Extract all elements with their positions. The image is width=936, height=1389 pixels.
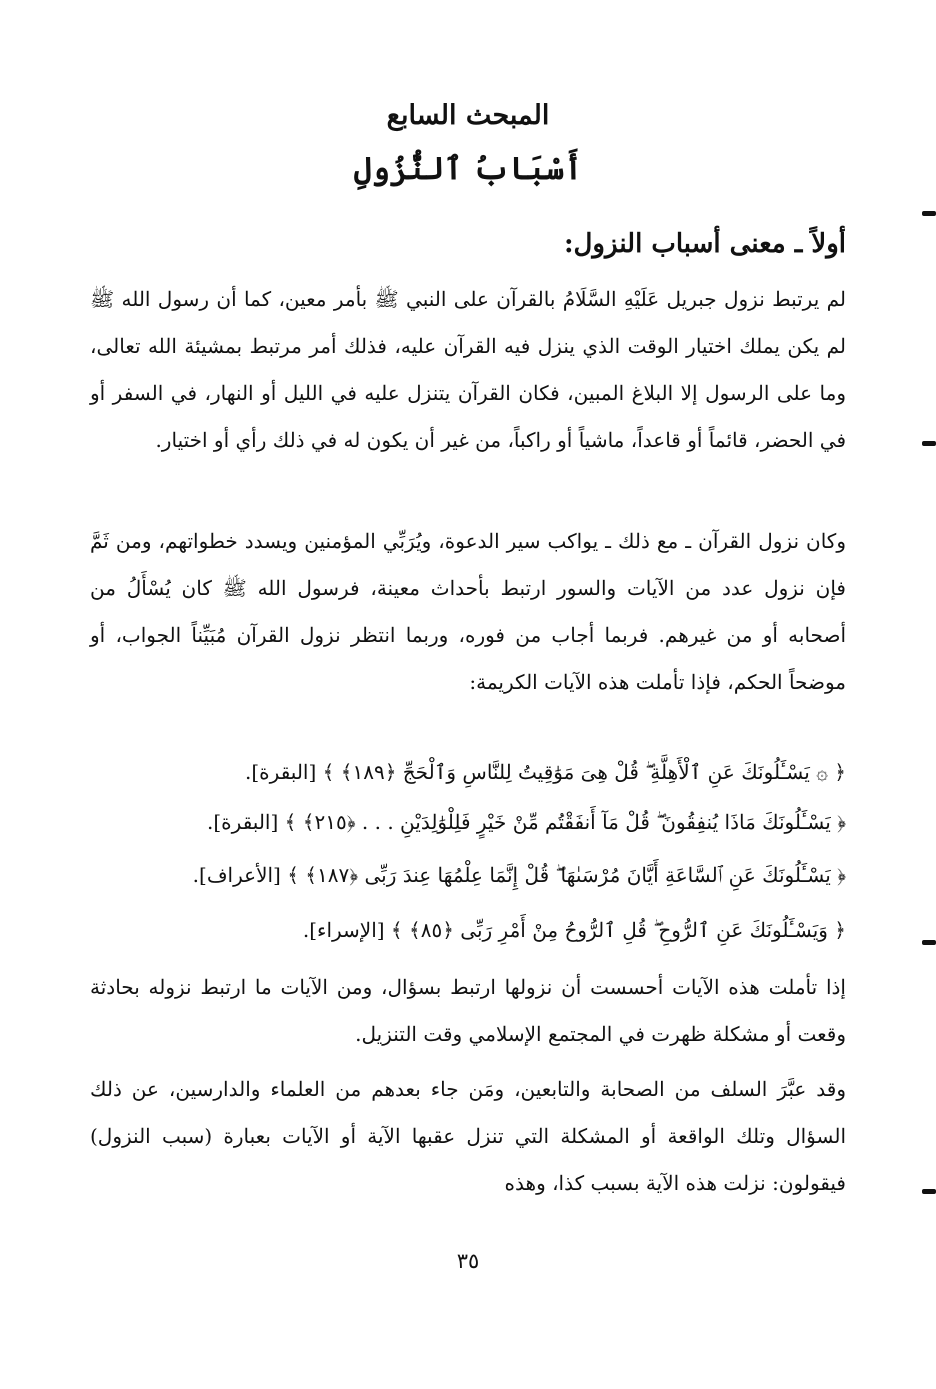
quran-verse: ﴿ يَسْـَٔلُونَكَ مَاذَا يُنفِقُونَ ۖ قُلْ مَآ أَنفَقْتُم مِّنْ خَيْرٍ فَلِلْوَٰلِدَيْنِ . . . ﴿٢١٥﴾ ﴾ [البقرة]. <box>207 810 846 834</box>
margin-mark <box>922 441 936 446</box>
quran-verse: ﴿ ۞ يَسْـَٔلُونَكَ عَنِ ٱلْأَهِلَّةِ ۖ قُلْ هِىَ مَوَٰقِيتُ لِلنَّاسِ وَٱلْحَجِّ ﴿١٨٩﴾ ﴾ [البقرة]. <box>245 760 846 784</box>
section-heading: أولاً ـ معنى أسباب النزول: <box>563 229 846 259</box>
quran-verse: ﴿ يَسْـَٔلُونَكَ عَنِ ٱلسَّاعَةِ أَيَّانَ مُرْسَىٰهَا ۖ قُلْ إِنَّمَا عِلْمُهَا عِندَ رَبِّى ﴿١٨٧﴾ ﴾ [الأعراف]. <box>192 863 846 887</box>
paragraph-4: وقد عبَّرَ السلف من الصحابة والتابعين، ومَن جاء بعدهم من العلماء والدارسين، عن ذلك السؤال وتلك الواقعة أو المشكلة التي تنزل عقبها الآية أو الآيات بعبارة (سبب النزول) فيقولون: نزلت هذه الآية بسبب كذا، وهذه <box>90 1077 846 1195</box>
quran-verse: ﴿ وَيَسْـَٔلُونَكَ عَنِ ٱلرُّوحِ ۖ قُلِ ٱلرُّوحُ مِنْ أَمْرِ رَبِّى ﴿٨٥﴾ ﴾ [الإسراء]. <box>302 918 846 942</box>
chapter-heading: المبحث السابع <box>386 100 550 131</box>
margin-mark <box>922 1189 936 1194</box>
margin-mark <box>922 211 936 216</box>
paragraph-2: وكان نزول القرآن ـ مع ذلك ـ يواكب سير الدعوة، ويُرَبِّي المؤمنين ويسدد خطواتهم، ومن ثَمَّ فإن نزول عدد من الآيات والسور ارتبط بأحداث معينة، فرسول الله ﷺ كان يُسْأَلُ من أصحابه أو من غيرهم. فربما أجاب من فوره، وربما انتظر نزول القرآن مُبَيِّناً الجواب، أو موضحاً الحكم، فإذا تأملت هذه الآيات الكريمة: <box>90 529 846 694</box>
margin-mark <box>922 940 936 945</box>
chapter-title: أَسْبَابُ ٱلنُّزُولِ <box>353 151 583 187</box>
paragraph-1: لم يرتبط نزول جبريل عَلَيْهِ السَّلَامُ بالقرآن على النبي ﷺ بأمر معين، كما أن رسول الله ﷺ لم يكن يملك اختيار الوقت الذي ينزل فيه القرآن عليه، فذلك أمر مرتبط بمشيئة الله تعالى، وما على الرسول إلا البلاغ المبين، فكان القرآن يتنزل عليه في الليل أو النهار، في السفر أو في الحضر، قائماً أو قاعداً، ماشياً أو راكباً، من غير أن يكون له في ذلك رأي أو اختيار. <box>90 287 846 452</box>
paragraph-3: إذا تأملت هذه الآيات أحسست أن نزولها ارتبط بسؤال، ومن الآيات ما ارتبط نزوله بحادثة وقعت أو مشكلة ظهرت في المجتمع الإسلامي وقت التنزيل. <box>90 975 846 1046</box>
page-number: ٣٥ <box>456 1249 480 1273</box>
